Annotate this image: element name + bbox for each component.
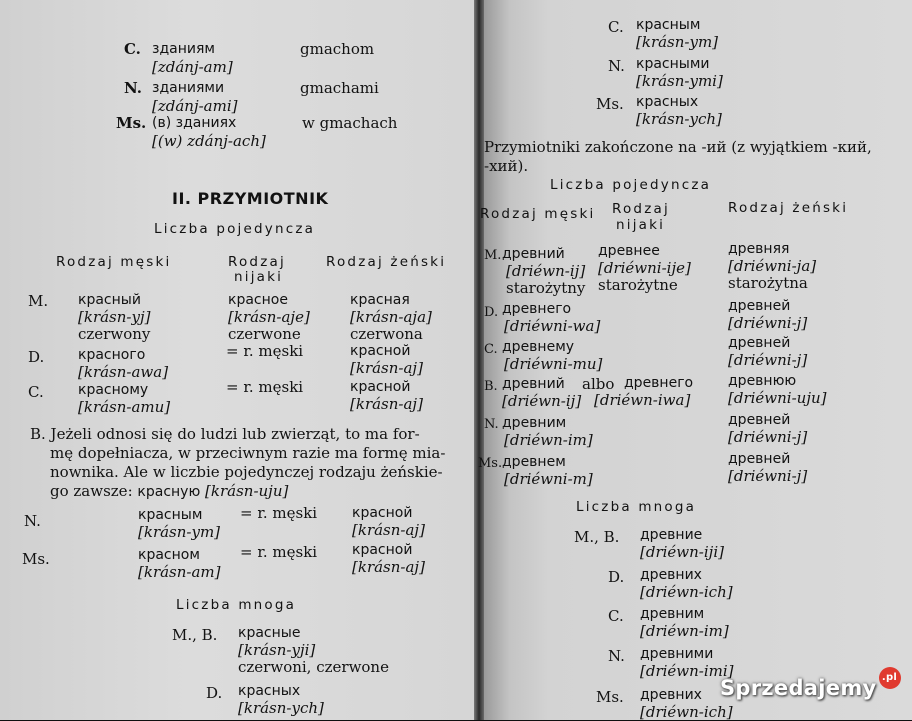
paragraph-line: B. Jeżeli odnosi się do ludzi lub zwierząt, to ma for- <box>30 425 420 443</box>
same-as-masculine: = r. męski <box>240 543 318 561</box>
cyrillic-word: древним <box>502 415 567 431</box>
header-neuter-2: nijaki <box>616 217 666 233</box>
cyrillic-word: красном <box>138 547 200 563</box>
case-label: B. <box>484 379 498 394</box>
transcription: [driéwn-ij] <box>506 262 586 280</box>
case-label: C. <box>608 18 624 36</box>
same-as-masculine: = r. męski <box>240 504 318 522</box>
cyrillic-word: красному <box>78 382 149 398</box>
polish-form: czerwone <box>228 325 301 343</box>
transcription: [driéwn-ich] <box>640 583 733 601</box>
case-label: M., B. <box>574 528 620 546</box>
cyrillic-word: древних <box>640 687 702 703</box>
transcription: [(w) zdánj-ach] <box>152 132 266 150</box>
watermark-logo <box>720 668 906 708</box>
cyrillic-word: красное <box>228 292 288 308</box>
cyrillic-word: древний <box>502 246 565 262</box>
case-label: M. <box>484 248 502 263</box>
intro-line: -хий). <box>484 157 529 175</box>
cyrillic-word: древнем <box>502 454 566 470</box>
cyrillic-word: красной <box>350 343 411 359</box>
transcription: [driéwni-wa] <box>504 317 601 335</box>
header-neuter: Rodzaj <box>228 254 286 270</box>
watermark-text: Sprzedajemy <box>720 676 877 700</box>
paragraph-text: go zawsze: <box>50 482 133 500</box>
case-label: D. <box>484 305 499 320</box>
polish-form: starożytna <box>728 274 808 292</box>
intro-line: Przymiotniki zakończone na -ий (z wyjątkiem -кий, <box>484 138 872 156</box>
polish-form: czerwona <box>350 325 423 343</box>
case-label: Ms. <box>116 114 147 132</box>
section-title: II. PRZYMIOTNIK <box>172 189 329 208</box>
case-label: M., B. <box>172 626 218 644</box>
transcription: [krásn-amu] <box>78 398 171 416</box>
cyrillic-word: древнюю <box>728 373 797 389</box>
transcription: [krásn-yji] <box>238 641 316 659</box>
cyrillic-word: древнее <box>598 243 660 259</box>
polish-form: czerwoni, czerwone <box>238 658 389 676</box>
same-as-masculine: = r. męski <box>226 378 304 396</box>
transcription: [krásn-am] <box>138 563 221 581</box>
cyrillic-word: красными <box>636 56 710 72</box>
transcription: [krásn-aja] <box>350 308 432 326</box>
transcription: [driéwn-imi] <box>640 662 734 680</box>
polish-form: w gmachach <box>302 114 398 132</box>
case-label: Ms. <box>596 95 624 113</box>
cyrillic-word: красным <box>636 17 701 33</box>
transcription: [krásn-ych] <box>238 699 324 717</box>
case-label: Ms. <box>22 550 50 568</box>
cyrillic-word: древним <box>640 606 705 622</box>
cyrillic-word: древней <box>728 412 791 428</box>
polish-form: gmachami <box>300 79 379 97</box>
transcription: [krásn-awa] <box>78 363 169 381</box>
transcription: [driéwni-uju] <box>728 389 827 407</box>
singular-heading: Liczba pojedyncza <box>550 177 712 193</box>
cyrillic-word: древние <box>640 527 703 543</box>
paragraph-line <box>50 482 288 501</box>
case-label: N. <box>608 57 625 75</box>
watermark-badge: .pl <box>879 667 901 689</box>
transcription: [driéwni-j] <box>728 314 808 332</box>
transcription: [driéwni-mu] <box>504 355 603 373</box>
cyrillic-word: красного <box>78 347 146 363</box>
polish-form: gmachom <box>300 40 375 58</box>
case-label: C. <box>124 40 141 58</box>
transcription: [driéwni-j] <box>728 351 808 369</box>
header-masculine: Rodzaj męski <box>56 254 172 270</box>
cyrillic-word: древнему <box>502 339 575 355</box>
transcription: [driéwn-im] <box>640 622 729 640</box>
case-label: M. <box>28 292 49 310</box>
cyrillic-word: красной <box>352 505 413 521</box>
cyrillic-word: красной <box>352 542 413 558</box>
case-label: D. <box>608 568 625 586</box>
transcription: [driéwn-ich] <box>640 703 733 721</box>
cyrillic-word: древнего <box>624 375 694 391</box>
case-label: Ms. <box>478 456 503 471</box>
cyrillic-word: красные <box>238 625 301 641</box>
same-as-masculine: = r. męski <box>226 342 304 360</box>
transcription: [krásn-ym] <box>636 33 719 51</box>
header-masculine: Rodzaj męski <box>480 206 596 222</box>
transcription: [krásn-yj] <box>78 308 151 326</box>
book-gutter <box>474 0 484 720</box>
cyrillic-word: красных <box>636 94 699 110</box>
singular-heading: Liczba pojedyncza <box>154 221 316 237</box>
header-neuter-2: nijaki <box>234 269 284 285</box>
plural-heading: Liczba mnoga <box>576 499 697 515</box>
cyrillic-word: древней <box>728 451 791 467</box>
right-page <box>478 0 912 721</box>
transcription: [driéwn-iji] <box>640 543 724 561</box>
transcription: [driéwn-iwa] <box>594 391 691 409</box>
cyrillic-word: зданиям <box>152 41 215 57</box>
cyrillic-word: красных <box>238 683 301 699</box>
cyrillic-word: красную <box>137 484 201 500</box>
case-label: D. <box>206 684 223 702</box>
cyrillic-word: зданиями <box>152 80 225 96</box>
case-label: N. <box>484 417 499 432</box>
transcription: [driéwni-ije] <box>598 259 691 277</box>
cyrillic-word: красной <box>350 379 411 395</box>
header-feminine: Rodzaj żeński <box>326 254 447 270</box>
transcription: [krásn-aje] <box>228 308 310 326</box>
cyrillic-word: древнего <box>502 301 572 317</box>
transcription: [zdánj-ami] <box>152 97 238 115</box>
cyrillic-word: (в) зданиях <box>152 115 237 131</box>
transcription: [krásn-aj] <box>350 359 423 377</box>
cyrillic-word: древней <box>728 298 791 314</box>
transcription: [driéwn-im] <box>504 431 593 449</box>
transcription: [krásn-aj] <box>352 521 425 539</box>
transcription: [krásn-aj] <box>350 395 423 413</box>
transcription: [krásn-ymi] <box>636 72 723 90</box>
transcription: [krásn-ych] <box>636 110 722 128</box>
paragraph-line: mę dopełniacza, w przeciwnym razie ma formę mia- <box>50 444 446 462</box>
cyrillic-word: древних <box>640 567 702 583</box>
transcription: [krásn-uju] <box>205 482 289 500</box>
cyrillic-word: красный <box>78 292 141 308</box>
case-label: C. <box>608 607 624 625</box>
cyrillic-word: красная <box>350 292 410 308</box>
transcription: [zdánj-am] <box>152 58 233 76</box>
polish-form: starożytny <box>506 279 586 297</box>
transcription: [driéwni-ja] <box>728 257 817 275</box>
polish-form: czerwony <box>78 325 151 343</box>
transcription: [driéwni-j] <box>728 428 808 446</box>
cyrillic-word: древней <box>728 335 791 351</box>
header-neuter: Rodzaj <box>612 201 670 217</box>
transcription: [driéwni-m] <box>504 470 593 488</box>
cyrillic-word: древняя <box>728 241 790 257</box>
case-label: N. <box>124 79 142 97</box>
polish-form: starożytne <box>598 276 678 294</box>
header-feminine: Rodzaj żeński <box>728 200 849 216</box>
transcription: [driéwni-j] <box>728 467 808 485</box>
case-label: C. <box>28 383 44 401</box>
albo-conjunction: albo <box>582 375 615 393</box>
case-label: D. <box>28 348 45 366</box>
transcription: [driéwn-ij] <box>502 392 582 410</box>
case-label: Ms. <box>596 688 624 706</box>
plural-heading: Liczba mnoga <box>176 597 297 613</box>
case-label: N. <box>24 512 41 530</box>
case-label: N. <box>608 647 625 665</box>
cyrillic-word: древний <box>502 376 565 392</box>
case-label: C. <box>484 342 498 357</box>
cyrillic-word: древними <box>640 646 714 662</box>
transcription: [krásn-aj] <box>352 558 425 576</box>
transcription: [krásn-ym] <box>138 523 221 541</box>
cyrillic-word: красным <box>138 507 203 523</box>
paragraph-line: nownika. Ale w liczbie pojedynczej rodzaju żeńskie- <box>50 463 443 481</box>
